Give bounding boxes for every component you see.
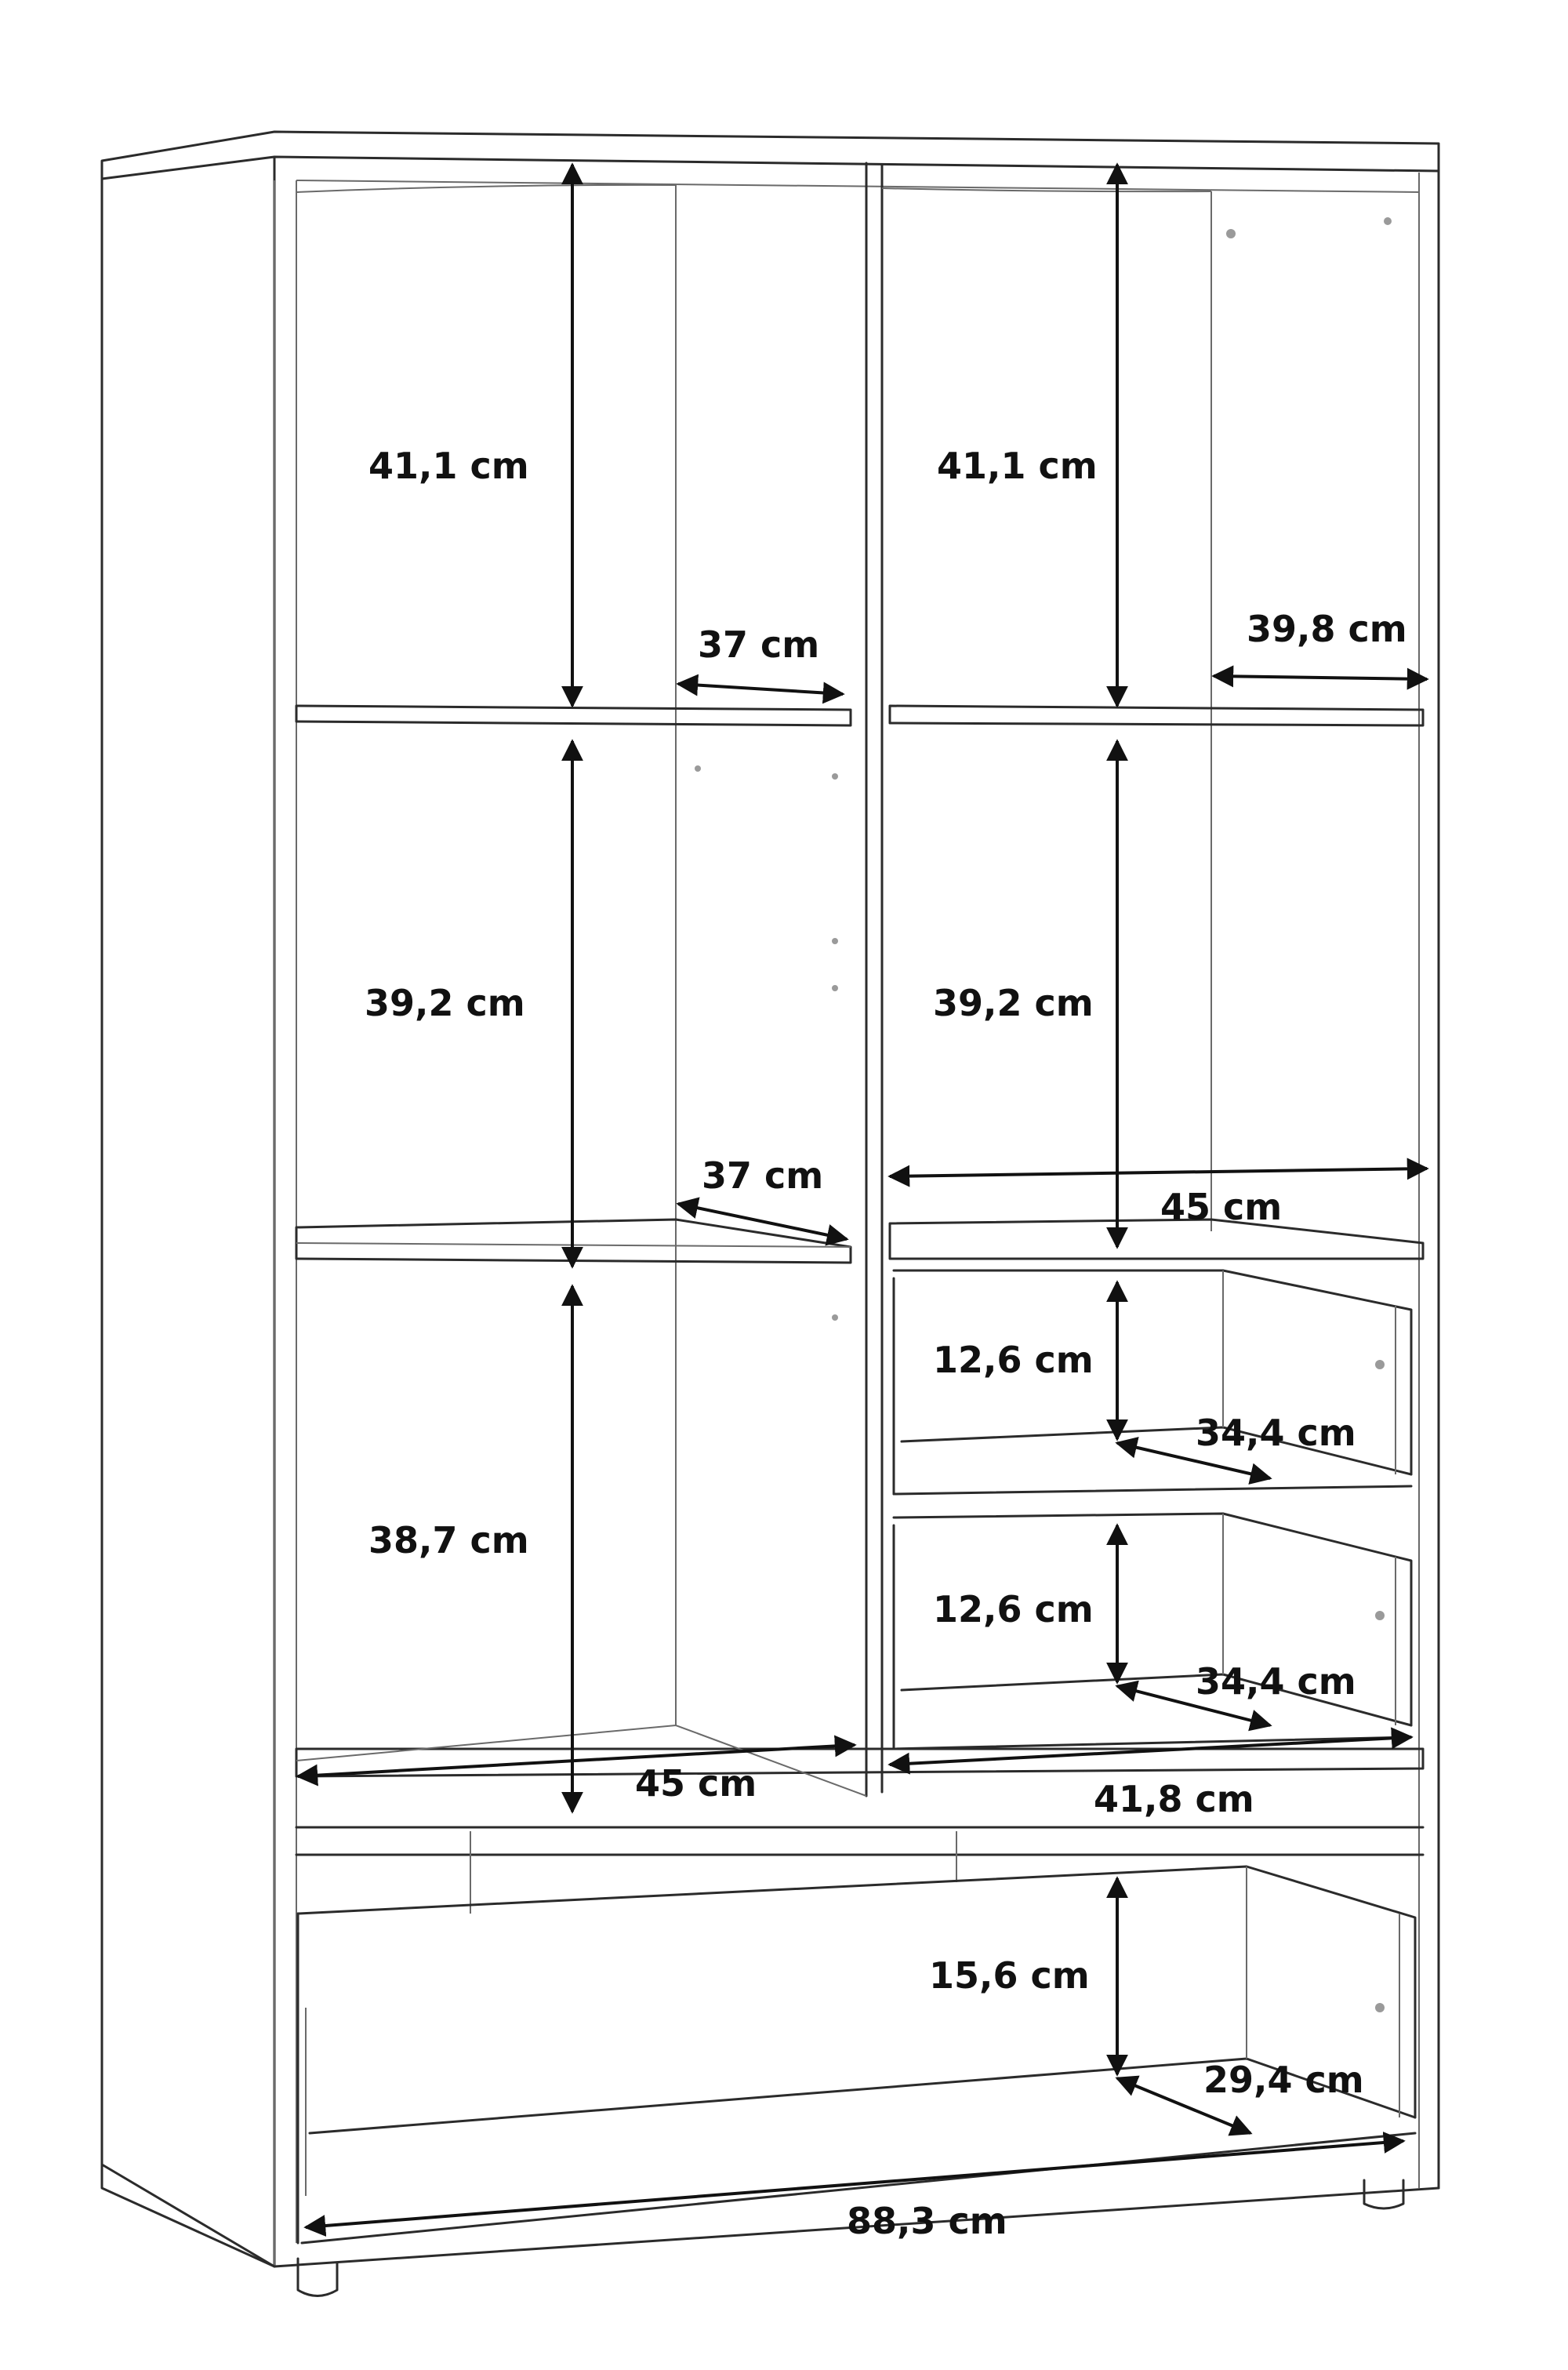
label-low-right-width: 41,8 cm (1094, 1778, 1254, 1820)
label-bottom-drawer-depth: 29,4 cm (1203, 2059, 1364, 2101)
label-top-left-depth: 37 cm (698, 623, 820, 666)
label-top-right-depth: 39,8 cm (1247, 608, 1407, 650)
shelves (296, 706, 1423, 1914)
label-drawer1-height: 12,6 cm (933, 1339, 1094, 1381)
label-mid-left-depth: 37 cm (702, 1154, 824, 1197)
label-drawer2-depth: 34,4 cm (1196, 1660, 1356, 1703)
label-mid-right-height: 39,2 cm (933, 982, 1094, 1024)
label-mid-left-height: 39,2 cm (365, 982, 525, 1024)
label-top-right-height: 41,1 cm (937, 445, 1098, 487)
label-low-left-height: 38,7 cm (368, 1519, 529, 1561)
label-bottom-drawer-height: 15,6 cm (929, 1954, 1090, 1997)
dimension-labels (365, 445, 1407, 2242)
label-top-left-height: 41,1 cm (368, 445, 529, 487)
cabinet-feet (102, 2165, 1439, 2296)
label-drawer2-height: 12,6 cm (933, 1588, 1094, 1630)
label-total-width: 88,3 cm (847, 2200, 1007, 2242)
label-mid-right-width: 45 cm (1160, 1186, 1283, 1228)
label-drawer1-depth: 34,4 cm (1196, 1412, 1356, 1454)
bottom-drawer (298, 1867, 1415, 2243)
label-low-left-width: 45 cm (635, 1762, 757, 1805)
